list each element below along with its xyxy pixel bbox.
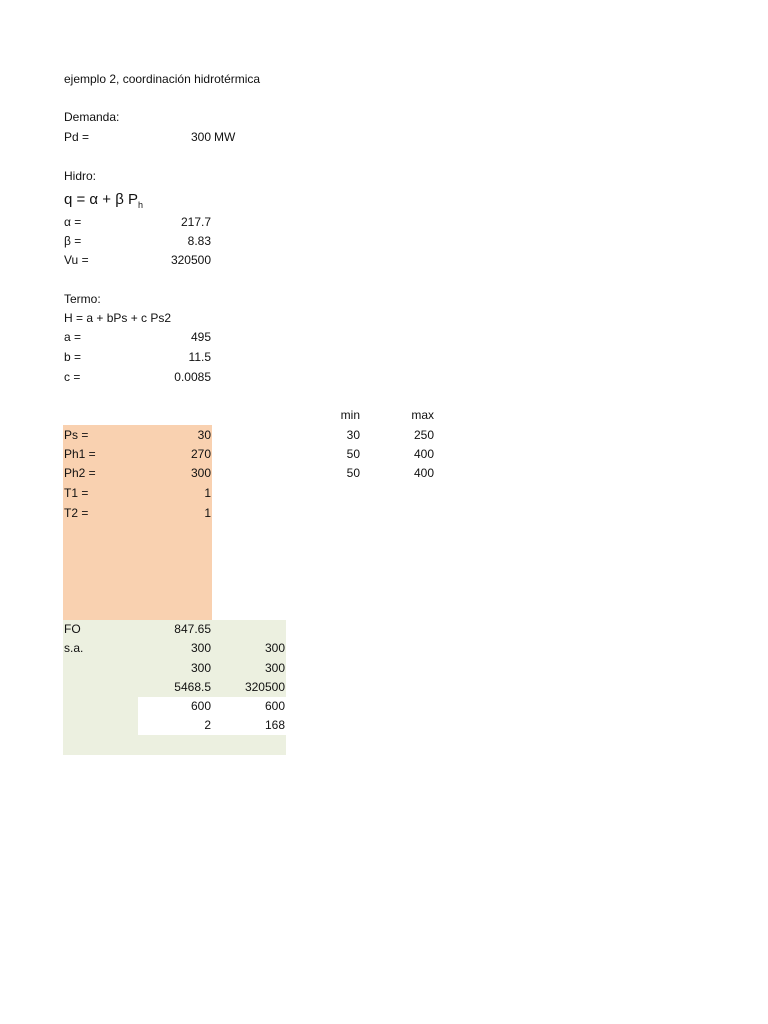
b-value: 11.5 [188,350,211,364]
constraint-lhs: 300 [190,641,211,655]
alpha-value: 217.7 [180,215,211,229]
pd-unit: MW [214,130,236,144]
ph1-max: 400 [413,447,434,461]
pd-value: 300 [190,130,211,144]
a-value: 495 [190,330,211,344]
ph1-label: Ph1 = [64,447,96,461]
constraint-rhs: 168 [264,718,285,732]
ph1-min: 50 [346,447,360,461]
alpha-label: α = [64,215,82,229]
fo-label: FO [64,622,81,636]
b-label: b = [64,350,82,364]
ph2-min: 50 [346,466,360,480]
ph2-max: 400 [413,466,434,480]
t1-value[interactable]: 1 [204,486,211,500]
a-label: a = [64,330,82,344]
constraint-rhs: 300 [264,641,285,655]
beta-label: β = [64,234,82,248]
min-header: min [340,408,360,422]
sa-label: s.a. [64,641,84,655]
constraint-lhs: 5468.5 [174,680,211,694]
ph1-value[interactable]: 270 [190,447,211,461]
constraint-lhs: 2 [204,718,211,732]
ps-value[interactable]: 30 [197,428,211,442]
constraint-lhs: 600 [190,699,211,713]
max-header: max [411,408,434,422]
hidro-formula [64,191,143,214]
fo-value: 847.65 [174,622,211,636]
vu-value: 320500 [170,253,211,267]
constraint-lhs: 300 [190,661,211,675]
constraint-rhs: 300 [264,661,285,675]
ps-label: Ps = [64,428,89,442]
ps-max: 250 [413,428,434,442]
hidro-formula-main: q = α + β P [64,191,139,208]
ph2-value[interactable]: 300 [190,466,211,480]
demanda-heading: Demanda: [64,110,120,124]
sheet-title: ejemplo 2, coordinación hidrotérmica [64,72,261,86]
c-value: 0.0085 [174,370,211,384]
hidro-formula-subscript: h [138,200,144,210]
pd-label: Pd = [64,130,90,144]
hidro-heading: Hidro: [64,169,97,183]
termo-formula: H = a + bPs + c Ps2 [64,311,172,325]
beta-value: 8.83 [187,234,211,248]
t2-label: T2 = [64,506,89,520]
ph2-label: Ph2 = [64,466,96,480]
constraint-rhs: 600 [264,699,285,713]
vu-label: Vu = [64,253,89,267]
constraint-rhs: 320500 [244,680,285,694]
t1-label: T1 = [64,486,89,500]
t2-value[interactable]: 1 [204,506,211,520]
c-label: c = [64,370,81,384]
ps-min: 30 [346,428,360,442]
termo-heading: Termo: [64,292,101,306]
